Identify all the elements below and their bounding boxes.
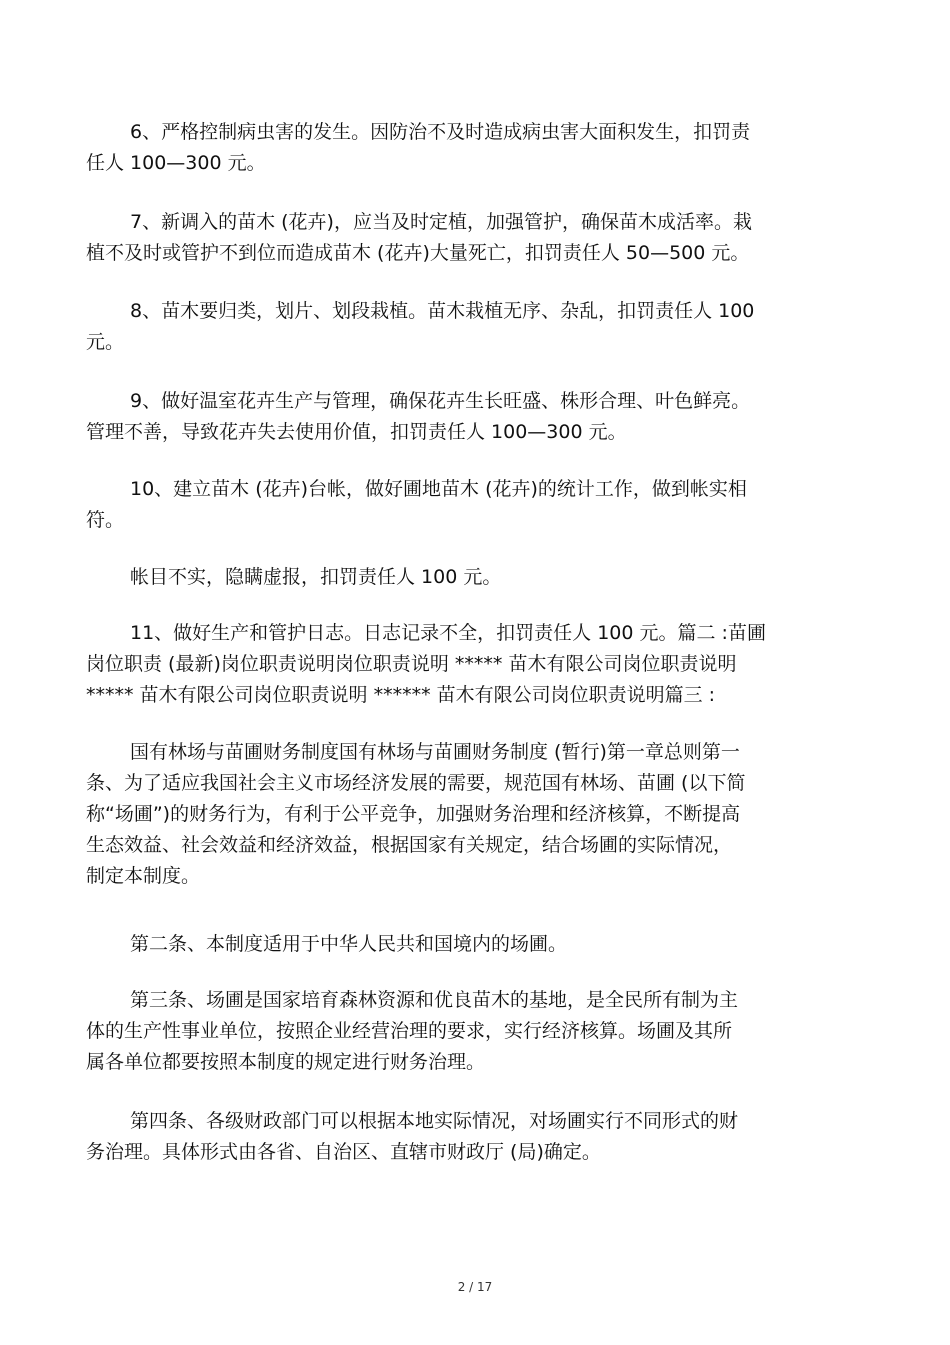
text-line: 7、新调入的苗木 (花卉)，应当及时定植，加强管护，确保苗木成活率。栽 <box>130 211 752 233</box>
page-number: 2 / 17 <box>457 1280 493 1294</box>
text-line: 岗位职责 (最新)岗位职责说明岗位职责说明 ***** 苗木有限公司岗位职责说明 <box>86 653 737 675</box>
paragraph-article-2 <box>86 929 866 960</box>
paragraph-item-8 <box>86 296 866 358</box>
text-line: ***** 苗木有限公司岗位职责说明 ****** 苗木有限公司岗位职责说明篇三 : <box>86 684 716 706</box>
text-line: 8、苗木要归类，划片、划段栽植。苗木栽植无序、杂乱，扣罚责任人 100 <box>130 300 755 322</box>
text-line: 体的生产性事业单位，按照企业经营治理的要求，实行经济核算。场圃及其所 <box>86 1020 733 1042</box>
text-line: 条、为了适应我国社会主义市场经济发展的需要，规范国有林场、苗圃 (以下简 <box>86 772 746 794</box>
text-line: 制定本制度。 <box>86 865 201 887</box>
paragraph-item-6 <box>86 117 866 179</box>
text-line: 第三条、场圃是国家培育森林资源和优良苗木的基地，是全民所有制为主 <box>130 989 739 1011</box>
paragraph-finance-rules-intro <box>86 737 866 892</box>
text-line: 帐目不实，隐瞒虚报，扣罚责任人 100 元。 <box>130 566 502 588</box>
text-line: 元。 <box>86 331 125 353</box>
paragraph-article-3 <box>86 985 866 1078</box>
text-line: 任人 100—300 元。 <box>86 152 266 174</box>
text-line: 务治理。具体形式由各省、自治区、直辖市财政厅 (局)确定。 <box>86 1141 601 1163</box>
text-line: 生态效益、社会效益和经济效益，根据国家有关规定，结合场圃的实际情况， <box>86 834 733 856</box>
text-line: 植不及时或管护不到位而造成苗木 (花卉)大量死亡，扣罚责任人 50—500 元。 <box>86 242 750 264</box>
paragraph-item-7 <box>86 207 866 269</box>
text-line: 第四条、各级财政部门可以根据本地实际情况，对场圃实行不同形式的财 <box>130 1110 739 1132</box>
paragraph-item-11 <box>86 618 866 711</box>
text-line: 符。 <box>86 509 125 531</box>
text-line: 管理不善，导致花卉失去使用价值，扣罚责任人 100—300 元。 <box>86 421 627 443</box>
text-line: 6、严格控制病虫害的发生。因防治不及时造成病虫害大面积发生，扣罚责 <box>130 121 751 143</box>
paragraph-account-mismatch <box>86 562 866 593</box>
text-line: 11、做好生产和管护日志。日志记录不全，扣罚责任人 100 元。篇二 :苗圃 <box>130 622 766 644</box>
text-line: 9、做好温室花卉生产与管理，确保花卉生长旺盛、株形合理、叶色鲜亮。 <box>130 390 751 412</box>
text-line: 称“场圃”)的财务行为，有利于公平竞争，加强财务治理和经济核算，不断提高 <box>86 803 741 825</box>
text-line: 属各单位都要按照本制度的规定进行财务治理。 <box>86 1051 486 1073</box>
text-line: 10、建立苗木 (花卉)台帐，做好圃地苗木 (花卉)的统计工作，做到帐实相 <box>130 478 747 500</box>
text-line: 国有林场与苗圃财务制度国有林场与苗圃财务制度 (暂行)第一章总则第一 <box>130 741 740 763</box>
paragraph-item-10 <box>86 474 866 536</box>
paragraph-article-4 <box>86 1106 866 1168</box>
paragraph-item-9 <box>86 386 866 448</box>
text-line: 第二条、本制度适用于中华人民共和国境内的场圃。 <box>130 933 568 955</box>
